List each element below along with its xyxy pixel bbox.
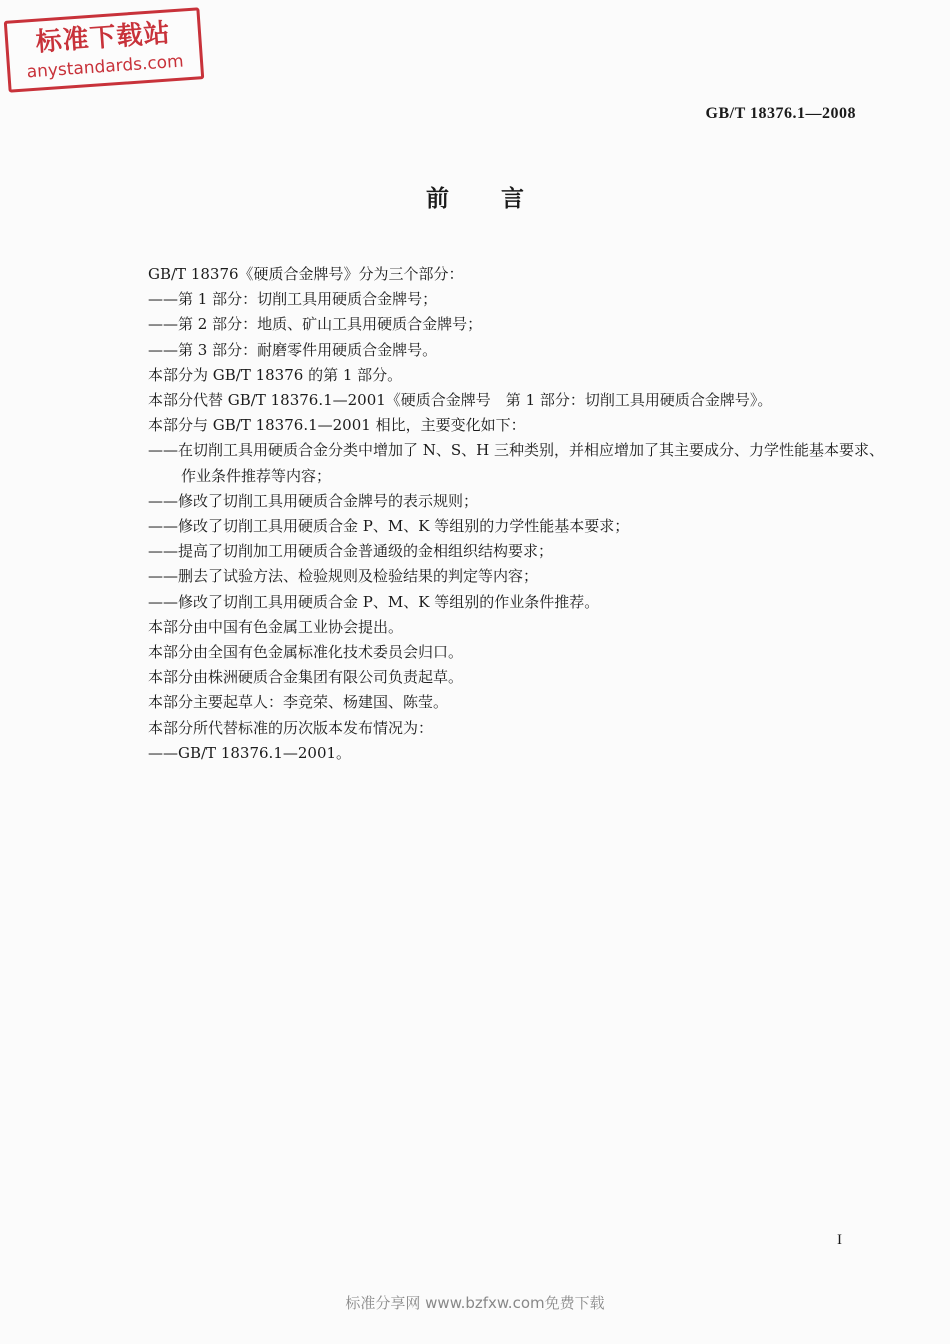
- paragraph-line: 本部分主要起草人：李竞荣、杨建国、陈莹。: [148, 693, 449, 712]
- list-item: ——GB/T 18376.1—2001。: [148, 743, 352, 762]
- list-item: ——修改了切削工具用硬质合金牌号的表示规则；: [148, 491, 479, 510]
- list-item: ——修改了切削工具用硬质合金 P、M、K 等组别的力学性能基本要求；: [148, 517, 630, 536]
- watermark-stamp: [4, 7, 205, 92]
- paragraph-line: 本部分由全国有色金属标准化技术委员会归口。: [148, 643, 464, 662]
- paragraph-line: 本部分由株洲硬质合金集团有限公司负责起草。: [148, 668, 464, 687]
- list-item: ——提高了切削加工用硬质合金普通级的金相组织结构要求；: [148, 542, 554, 561]
- paragraph-line: 本部分由中国有色金属工业协会提出。: [148, 617, 404, 636]
- title-char-1: 前: [426, 186, 449, 212]
- standard-code: GB/T 18376.1—2008: [705, 105, 856, 122]
- foreword-body: [148, 262, 885, 766]
- list-item: ——第 2 部分：地质、矿山工具用硬质合金牌号；: [148, 315, 483, 334]
- stamp-url: anystandards.com: [26, 51, 185, 83]
- page-title: [0, 188, 950, 211]
- list-item: ——在切削工具用硬质合金分类中增加了 N、S、H 三种类别，并相应增加了其主要成分、力学性能基本要求、作业条件推荐等内容；: [148, 441, 885, 485]
- paragraph-line: 本部分所代替标准的历次版本发布情况为：: [148, 718, 434, 737]
- page-number: I: [837, 1232, 842, 1248]
- paragraph-line: GB/T 18376《硬质合金牌号》分为三个部分：: [148, 265, 464, 283]
- paragraph-line: 本部分与 GB/T 18376.1—2001 相比，主要变化如下：: [148, 416, 526, 435]
- list-item: ——第 3 部分：耐磨零件用硬质合金牌号。: [148, 340, 438, 359]
- list-item: ——第 1 部分：切削工具用硬质合金牌号；: [148, 290, 438, 309]
- title-char-2: 言: [501, 186, 524, 212]
- stamp-title: 标准下载站: [34, 18, 172, 58]
- list-item: ——删去了试验方法、检验规则及检验结果的判定等内容；: [148, 567, 539, 586]
- paragraph-line: 本部分为 GB/T 18376 的第 1 部分。: [148, 365, 403, 384]
- paragraph-line: 本部分代替 GB/T 18376.1—2001《硬质合金牌号 第 1 部分：切削工具用硬质合金牌号》。: [148, 391, 773, 410]
- list-item: ——修改了切削工具用硬质合金 P、M、K 等组别的作业条件推荐。: [148, 592, 600, 611]
- footer-watermark: 标准分享网 www.bzfxw.com免费下载: [345, 1294, 605, 1312]
